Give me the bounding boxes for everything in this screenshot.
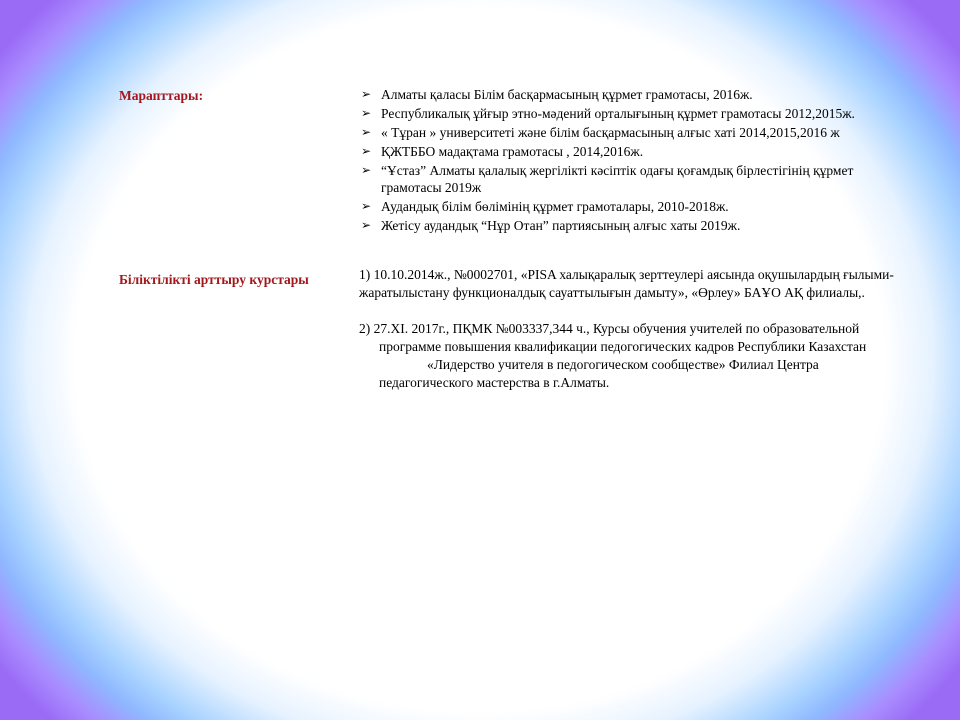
list-item: ➢ Жетісу аудандық “Нұр Отан” партиясының алғыс хаты 2019ж. — [361, 218, 741, 233]
arrow-bullet-icon: ➢ — [361, 199, 372, 213]
courses-list — [359, 266, 899, 392]
arrow-bullet-icon: ➢ — [361, 163, 372, 177]
list-item: ➢ Республикалық ұйғыр этно-мәдений орталығының құрмет грамотасы 2012,2015ж. — [361, 106, 855, 121]
courses-label: Біліктілікті арттыру курстары — [119, 272, 309, 287]
course-item-1: 1) 10.10.2014ж., №0002701, «PISA халықаралық зерттеулері аясында оқушылардың ғылыми- жаратылыстану функционалдық сауаттылығын дамыту», «Өрлеу» БАҰО АҚ филиалы,. — [359, 267, 894, 300]
awards-list — [361, 86, 891, 236]
arrow-bullet-icon: ➢ — [361, 144, 372, 158]
arrow-bullet-icon: ➢ — [361, 106, 372, 120]
list-item: ➢ ҚЖТББО мадақтама грамотасы , 2014,2016ж. — [361, 144, 644, 159]
list-item: ➢ Алматы қаласы Білім басқармасының құрмет грамотасы, 2016ж. — [361, 87, 753, 102]
course-item-2: 2) 27.ХІ. 2017г., ПҚМК №003337,344 ч., Курсы обучения учителей по образовательной программе повышения квалификации педогогических кадров Республики Казахстан«Лидерство учителя в педогогическом сообществе» Филиал Центра педагогического мастерства в г.Алматы. — [359, 321, 867, 390]
arrow-bullet-icon: ➢ — [361, 87, 372, 101]
arrow-bullet-icon: ➢ — [361, 218, 372, 232]
list-item: ➢ « Тұран » университеті және білім басқармасының алғыс хаті 2014,2015,2016 ж — [361, 125, 840, 140]
arrow-bullet-icon: ➢ — [361, 125, 372, 139]
list-item: ➢ “Ұстаз” Алматы қалалық жергілікті кәсіптік одағы қоғамдық бірлестігінің құрмет грамотасы 2019ж — [361, 163, 854, 195]
awards-label: Марапттары: — [119, 88, 204, 103]
list-item: ➢ Аудандық білім бөлімінің құрмет грамоталары, 2010-2018ж. — [361, 199, 729, 214]
